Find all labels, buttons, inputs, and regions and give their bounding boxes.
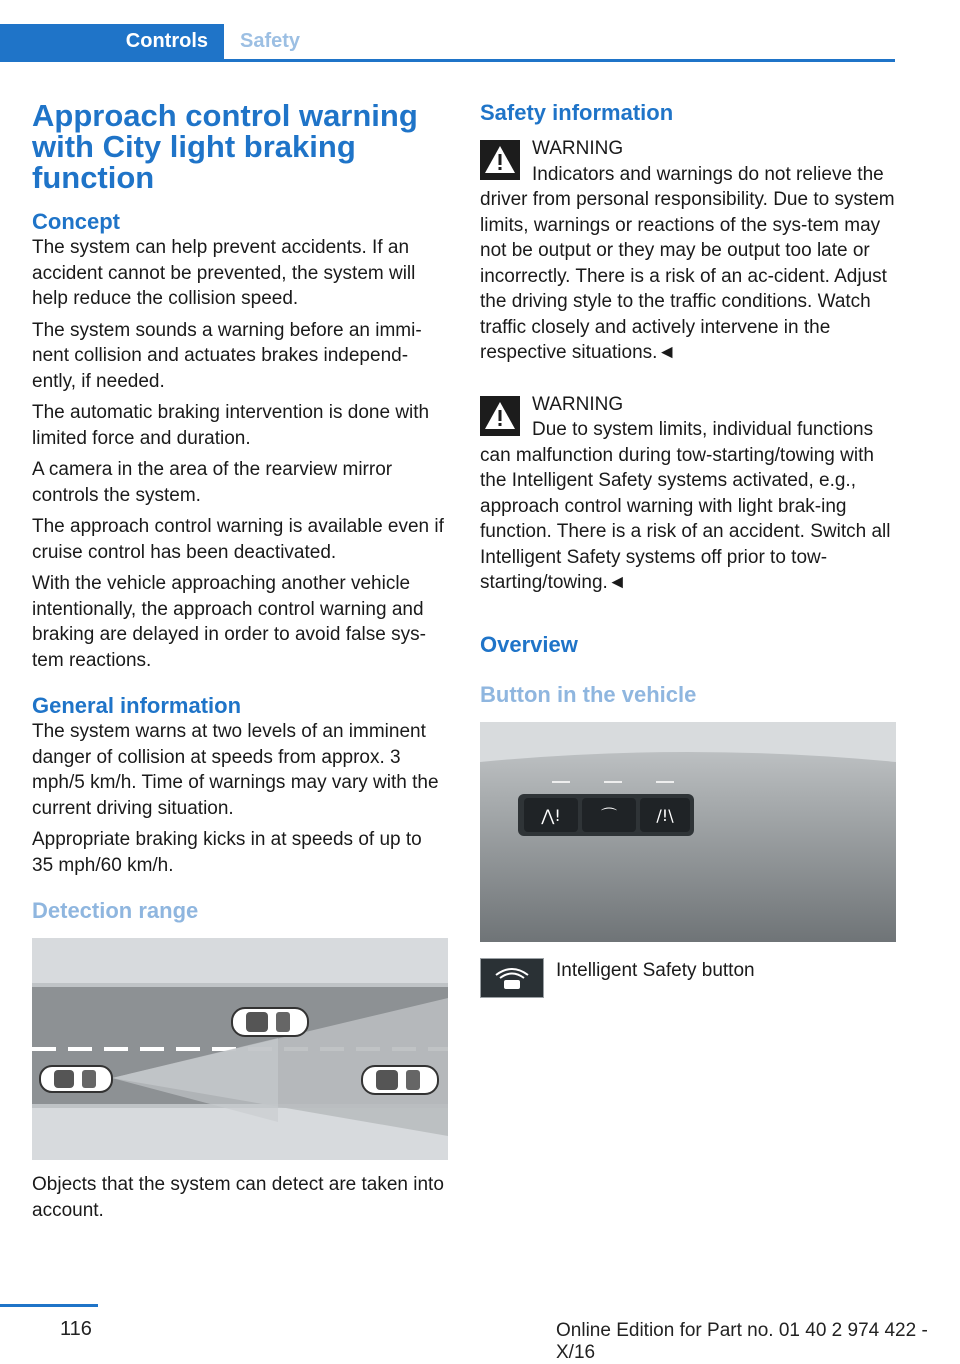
paragraph: The system warns at two levels of an imminent danger of collision at speeds from approx. 3 mph/5 km/h. Time of warnings may vary with the current driving situation. [32, 721, 439, 819]
warning-block [480, 392, 896, 602]
paragraph: Appropriate braking kicks in at speeds of up to 35 mph/60 km/h. [32, 829, 422, 876]
intelligent-safety-legend [480, 958, 896, 998]
paragraph: The system can help prevent accidents. If an accident cannot be prevented, the system will help reduce the collision speed. [32, 237, 416, 309]
general-information-text [32, 719, 448, 878]
page-title: Approach control warning with City light braking function [32, 98, 418, 195]
intelligent-safety-icon [480, 958, 544, 998]
warning-label: WARNING [532, 138, 624, 159]
paragraph: With the vehicle approaching another vehicle intentionally, the approach control warning and braking are delayed in order to avoid false sys‐tem reactions. [32, 573, 426, 671]
warning-triangle-icon [480, 140, 520, 180]
concept-text [32, 235, 448, 673]
warning-block [480, 136, 896, 372]
svg-text:/!\: /!\ [656, 805, 674, 825]
car-icon [362, 1066, 438, 1094]
detection-range-heading: Detection range [32, 898, 199, 923]
warning-triangle-icon [480, 396, 520, 436]
svg-text:⌒: ⌒ [600, 805, 618, 825]
page-number: 116 [60, 1318, 92, 1340]
button-panel-photo [480, 722, 896, 942]
paragraph: The system sounds a warning before an immi‐nent collision and actuates brakes independ‐ently, if needed. [32, 319, 422, 392]
page-number-bar [0, 1304, 98, 1307]
warning-text: Indicators and warnings do not relieve the driver from personal responsibility. Due to system limits, warnings or reactions of the sys‐tem may not be output or they may be output too late or incorrectly. There is a risk of an ac‐cident. Adjust the driving style to the traffic conditions. Watch traffic closely and actively intervene in the respective situations.◄ [480, 163, 895, 363]
button-in-vehicle-heading: Button in the vehicle [480, 681, 697, 707]
svg-text:⋀!: ⋀! [541, 805, 561, 825]
left-column [32, 100, 448, 1229]
general-information-heading: General information [32, 693, 242, 718]
right-column [480, 100, 896, 998]
paragraph: The approach control warning is available even if cruise control has been deactivated. [32, 516, 444, 563]
car-icon [232, 1008, 308, 1036]
paragraph: The automatic braking intervention is done with limited force and duration. [32, 402, 430, 449]
edition-footer: Online Edition for Part no. 01 40 2 974 422 - X/16 [556, 1320, 928, 1363]
detection-range-caption: Objects that the system can detect are taken into account. [32, 1174, 444, 1221]
intelligent-safety-label: Intelligent Safety button [556, 959, 755, 981]
tab-controls[interactable]: Controls [0, 24, 224, 59]
road-diagram-graphic [32, 938, 448, 1160]
tab-safety[interactable]: Safety [240, 30, 301, 52]
section-tab-bar [0, 24, 895, 62]
overview-heading: Overview [480, 631, 578, 657]
car-icon [40, 1066, 112, 1092]
concept-heading: Concept [32, 209, 120, 234]
paragraph: A camera in the area of the rearview mirror controls the system. [32, 459, 393, 506]
warning-text: Due to system limits, individual functions can malfunction during tow-starting/towing with the Intelligent Safety systems activated, e.g., approach control warning with light brak‐ing function. There is a risk of an accident. Switch all Intelligent Safety systems off prior to tow-starting/towing.◄ [480, 419, 891, 593]
safety-information-heading: Safety information [480, 100, 674, 125]
detection-range-illustration [32, 938, 448, 1160]
button-panel-graphic [480, 722, 896, 942]
warning-label: WARNING [532, 393, 624, 415]
